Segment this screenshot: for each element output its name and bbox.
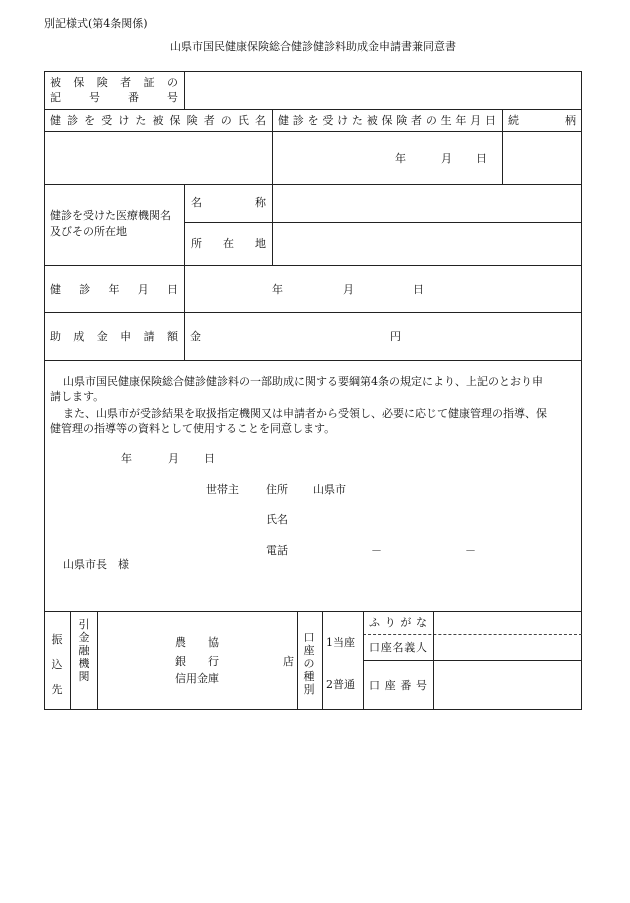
amount-prefix: 金 bbox=[190, 330, 201, 343]
rule bbox=[322, 611, 323, 710]
rule bbox=[272, 109, 273, 184]
exam-month-unit: 月 bbox=[343, 283, 354, 296]
rule bbox=[44, 360, 582, 361]
examinee-name-header: 健 診 を 受 け た 被 保 険 者 の 氏 名 bbox=[50, 114, 266, 127]
name-label: 氏名 bbox=[266, 513, 288, 526]
form-title: 山県市国民健康保険総合健診健診料助成金申請書兼同意書 bbox=[170, 40, 456, 53]
birth-year-unit: 年 bbox=[395, 152, 406, 165]
rule bbox=[70, 611, 71, 710]
exam-day-unit: 日 bbox=[413, 283, 424, 296]
address-value: 山県市 bbox=[313, 483, 346, 496]
rule bbox=[97, 611, 98, 710]
account-number-label: 口 座 番 号 bbox=[369, 679, 427, 692]
phone-dash: － bbox=[465, 544, 476, 557]
householder-label: 世帯主 bbox=[206, 483, 239, 496]
date-year-unit: 年 bbox=[121, 452, 132, 465]
consent-text: また、山県市が受診結果を取扱指定機関又は申請者から受領し、必要に応じて健康管理の指導、保 bbox=[63, 407, 547, 420]
institution-address-label: 所 在 地 bbox=[191, 237, 266, 250]
addressee: 山県市長 様 bbox=[63, 558, 129, 571]
agri-coop-option: 農 協 bbox=[175, 636, 219, 649]
exam-year-unit: 年 bbox=[272, 283, 283, 296]
consent-text: 山県市国民健康保険総合健診健診料の一部助成に関する要綱第4条の規定により、上記のとおり申 bbox=[63, 375, 543, 388]
account-holder-label: 口 座 名 義 人 bbox=[369, 641, 427, 654]
birth-month-unit: 月 bbox=[441, 152, 452, 165]
furigana-label: ふ り が な bbox=[369, 616, 427, 629]
address-label: 住所 bbox=[266, 483, 288, 496]
credit-union-option: 信用金庫 bbox=[175, 672, 219, 685]
form-label: 別記様式(第4条関係) bbox=[44, 17, 148, 30]
rule bbox=[44, 265, 582, 266]
consent-text: 請します。 bbox=[50, 390, 105, 403]
bank-option: 銀 行 bbox=[175, 655, 219, 668]
amount-suffix: 円 bbox=[390, 330, 401, 343]
birth-day-unit: 日 bbox=[476, 152, 487, 165]
institution-name-field[interactable] bbox=[273, 185, 581, 222]
rule bbox=[184, 184, 185, 360]
furigana-field[interactable] bbox=[434, 612, 581, 634]
institution-label-2: 及びその所在地 bbox=[50, 225, 127, 238]
insurance-card-number-label: 記 号 番 号 bbox=[50, 91, 178, 104]
examinee-birthdate-header: 健 診 を 受 け た 被 保 険 者 の 生 年 月 日 bbox=[278, 114, 496, 127]
phone-label: 電話 bbox=[266, 544, 288, 557]
account-number-field[interactable] bbox=[434, 661, 581, 709]
date-day-unit: 日 bbox=[204, 452, 215, 465]
examinee-name-field[interactable] bbox=[45, 132, 271, 184]
account-holder-field[interactable] bbox=[434, 635, 581, 660]
amount-field[interactable] bbox=[205, 313, 385, 360]
account-type-label: 口 座 の 種 別 bbox=[303, 631, 315, 696]
rule bbox=[297, 611, 298, 710]
relationship-field[interactable] bbox=[503, 132, 581, 184]
transfer-label: 振 込 先 bbox=[51, 633, 63, 696]
institution-label: 健診を受けた医療機関名 bbox=[50, 209, 171, 222]
insurance-card-number-field[interactable] bbox=[185, 72, 581, 109]
date-month-unit: 月 bbox=[168, 452, 179, 465]
savings-account-option[interactable]: 2普通 bbox=[326, 678, 355, 691]
phone-dash: － bbox=[371, 544, 382, 557]
current-account-option[interactable]: 1当座 bbox=[326, 636, 355, 649]
insurance-card-label: 被 保 険 者 証 の bbox=[50, 76, 178, 89]
relationship-header: 続 柄 bbox=[508, 114, 576, 127]
branch-label: 店 bbox=[283, 655, 294, 668]
exam-date-label: 健 診 年 月 日 bbox=[50, 283, 178, 296]
institution-name-label: 名 称 bbox=[191, 196, 266, 209]
institution-address-field[interactable] bbox=[273, 223, 581, 265]
rule bbox=[363, 611, 364, 710]
institution-label: 引 金 融 機 関 bbox=[78, 618, 90, 683]
consent-text: 健管理の指導等の資料として使用することを同意します。 bbox=[50, 422, 336, 435]
amount-label: 助 成 金 申 請 額 bbox=[50, 330, 178, 343]
